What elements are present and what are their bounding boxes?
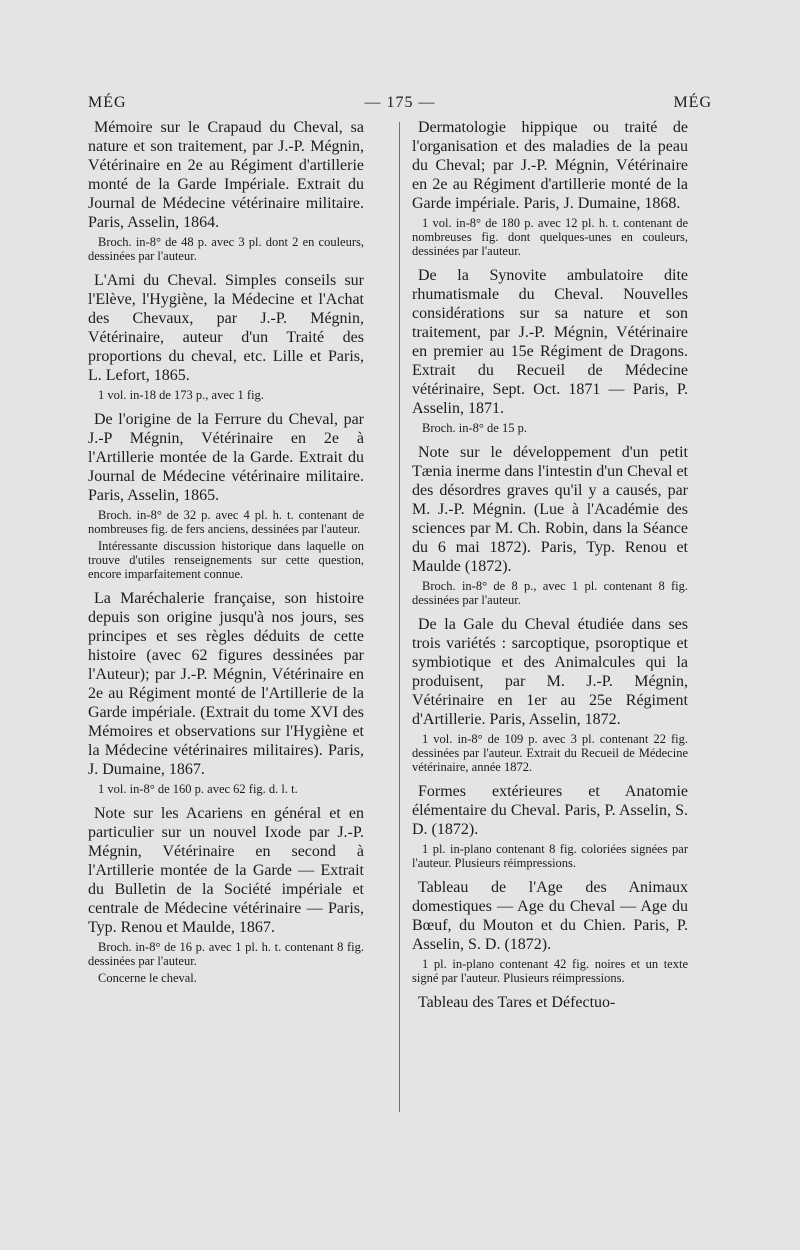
running-header xyxy=(88,94,712,118)
entry-note: 1 pl. in-plano contenant 8 fig. coloriées signées par l'auteur. Plusieurs réimpressions. xyxy=(412,842,688,870)
entry-note: Broch. in-8° de 8 p., avec 1 pl. contenant 8 fig. dessinées par l'auteur. xyxy=(412,579,688,607)
entry-title: Dermatologie hippique ou traité de l'organisation et des maladies de la peau du Cheval; par J.-P. Mégnin, Vétérinaire en 2e au Régiment d'artillerie monté de la Garde impériale. Paris, J. Dumaine, 1868. xyxy=(412,119,688,212)
entry-title: Tableau de l'Age des Animaux domestiques — Age du Cheval — Age du Bœuf, du Mouton et du Chien. Paris, P. Asselin, S. D. (1872). xyxy=(412,879,688,953)
entry-title: De la Synovite ambulatoire dite rhumatismale du Cheval. Nouvelles considérations sur sa nature et son traitement, par J.-P. Mégnin, Vétérinaire en premier au 15e Régiment de Dragons. Extrait du Recueil de Médecine vétérinaire, Sept. Oct. 1871 — Paris, P. Asselin, 1871. xyxy=(412,267,688,417)
entry-note: 1 pl. in-plano contenant 42 fig. noires et un texte signé par l'auteur. Plusieurs réimpressions. xyxy=(412,957,688,985)
bibliography-entry xyxy=(412,118,688,258)
bibliography-entry xyxy=(412,443,688,607)
page-number: — 175 — xyxy=(364,94,436,111)
bibliography-entry xyxy=(412,782,688,870)
entry-note: 1 vol. in-8° de 109 p. avec 3 pl. contenant 22 fig. dessinées par l'auteur. Extrait du Recueil de Médecine vétérinaire, année 1872. xyxy=(412,732,688,774)
entry-title: Note sur les Acariens en général et en particulier sur un nouvel Ixode par J.-P. Mégnin, Vétérinaire en second à l'Artillerie montée de la Garde — Extrait du Bulletin de la Société impériale et centrale de Médecine vétérinaire — Paris, Typ. Renou et Maulde, 1867. xyxy=(88,805,364,936)
entry-note: Broch. in-8° de 16 p. avec 1 pl. h. t. contenant 8 fig. dessinées par l'auteur. xyxy=(88,940,364,968)
entry-note: 1 vol. in-8° de 180 p. avec 12 pl. h. t. contenant de nombreuses fig. dont quelques-unes en couleurs, dessinées par l'auteur. xyxy=(412,216,688,258)
bibliography-entry xyxy=(88,589,364,796)
bibliography-entry xyxy=(88,118,364,263)
entry-title: L'Ami du Cheval. Simples conseils sur l'Elève, l'Hygiène, la Médecine et l'Achat des Chevaux, par J.-P. Mégnin, Vétérinaire, auteur d'un Traité des proportions du cheval, etc. Lille et Paris, L. Lefort, 1865. xyxy=(88,272,364,384)
bibliography-entry xyxy=(88,804,364,985)
right-column xyxy=(412,118,688,1020)
bibliography-entry xyxy=(412,266,688,435)
entry-note: Intéressante discussion historique dans laquelle on trouve d'utiles renseignements sur cette question, encore imparfaitement connue. xyxy=(88,539,364,581)
entry-note: 1 vol. in-18 de 173 p., avec 1 fig. xyxy=(98,388,264,402)
entry-title: De l'origine de la Ferrure du Cheval, par J.-P Mégnin, Vétérinaire en 2e à l'Artillerie montée de la Garde. Extrait du Journal de Médecine vétérinaire militaire. Paris, Asselin, 1865. xyxy=(88,411,364,504)
entry-note: Broch. in-8° de 15 p. xyxy=(422,421,527,435)
entry-title: Formes extérieures et Anatomie élémentaire du Cheval. Paris, P. Asselin, S. D. (1872). xyxy=(412,783,688,838)
bibliography-entry xyxy=(88,410,364,581)
entry-title: De la Gale du Cheval étudiée dans ses trois variétés : sarcoptique, psoroptique et symbiotique et des Animalcules qui la produisent, par M. J.-P. Mégnin, Vétérinaire en 1er au 25e Régiment d'Artillerie. Paris, Asselin, 1872. xyxy=(412,616,688,728)
entry-note: Broch. in-8° de 32 p. avec 4 pl. h. t. contenant de nombreuses fig. de fers anciens, dessinées par l'auteur. xyxy=(88,508,364,536)
entry-title: Note sur le développement d'un petit Tænia inerme dans l'intestin d'un Cheval et des désordres graves qu'il y a causés, par M. J.-P. Mégnin. (Lue à l'Académie des sciences par M. Ch. Robin, dans la Séance du 6 mai 1872). Paris, Typ. Renou et Maulde (1872). xyxy=(412,444,688,575)
header-right: MÉG xyxy=(673,94,712,111)
header-left: MÉG xyxy=(88,94,127,111)
entry-title: Tableau des Tares et Défectuo- xyxy=(418,994,616,1011)
column-divider xyxy=(399,122,400,1112)
entry-title: Mémoire sur le Crapaud du Cheval, sa nature et son traitement, par J.-P. Mégnin, Vétérinaire en 2e au Régiment d'artillerie monté de la Garde Impériale. Extrait du Journal de Médecine vétérinaire militaire. Paris, Asselin, 1864. xyxy=(88,119,364,231)
bibliography-entry xyxy=(412,615,688,774)
entry-note: 1 vol. in-8° de 160 p. avec 62 fig. d. l. t. xyxy=(98,782,298,796)
bibliography-entry xyxy=(412,878,688,985)
entry-note: Broch. in-8° de 48 p. avec 3 pl. dont 2 en couleurs, dessinées par l'auteur. xyxy=(88,235,364,263)
left-column xyxy=(88,118,364,993)
entry-note: Concerne le cheval. xyxy=(98,971,197,985)
entry-title: La Maréchalerie française, son histoire depuis son origine jusqu'à nos jours, ses principes et ses règles déduits de cette histoire (avec 62 figures dessinées par l'Auteur); par J.-P. Mégnin, Vétérinaire en 2e au Régiment monté de l'Artillerie de la Garde impériale. (Extrait du tome XVI des Mémoires et observations sur l'Hygiène et la Médecine vétérinaires militaires). Paris, J. Dumaine, 1867. xyxy=(88,590,364,778)
bibliography-entry xyxy=(88,271,364,402)
bibliography-entry xyxy=(412,993,688,1012)
